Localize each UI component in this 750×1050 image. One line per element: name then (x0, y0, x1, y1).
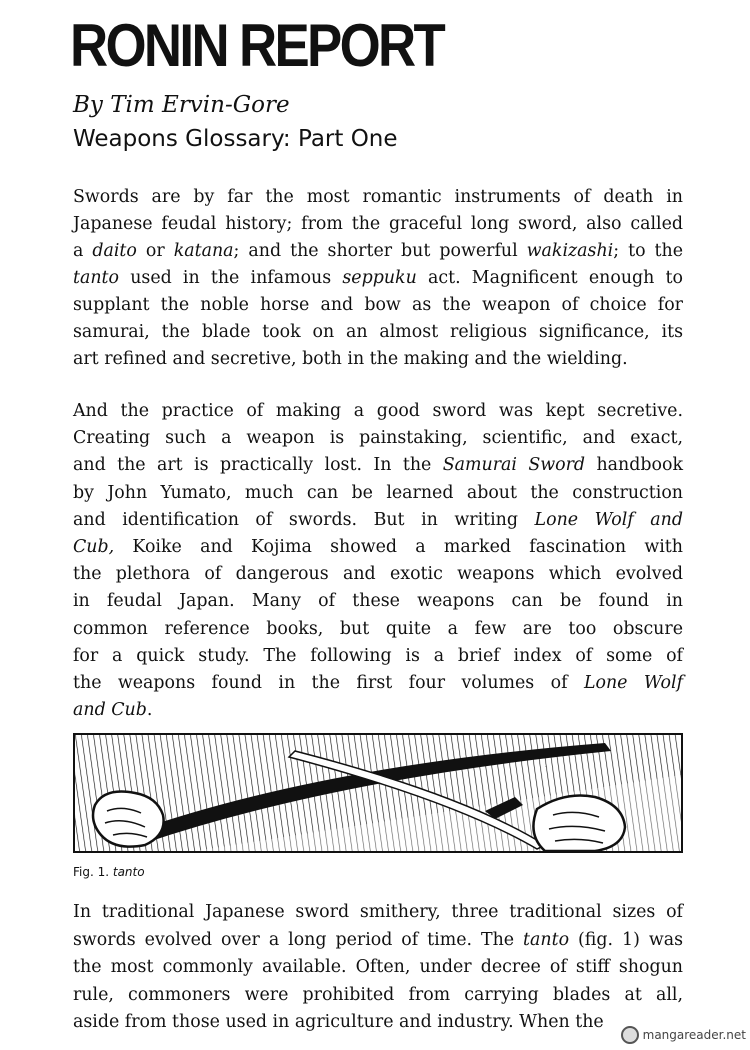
text-line (73, 292, 683, 319)
text-line (73, 265, 683, 292)
text-line (73, 616, 683, 643)
text-line (73, 1009, 683, 1037)
text-run: for a quick study. The following is a brief index of some of (73, 645, 683, 666)
italic-term: katana (173, 241, 234, 261)
text-run: rule, commoners were prohibited from carrying blades at all, (73, 984, 683, 1005)
text-run: and identification of swords. But in writing (73, 509, 535, 530)
italic-term: Cub, (73, 537, 115, 558)
watermark (621, 1026, 746, 1044)
italic-term: Lone Wolf and (534, 509, 683, 530)
text-run: Creating such a weapon is painstaking, scientific, and exact, (73, 428, 683, 449)
text-line (73, 561, 683, 588)
text-run: used in the infamous (119, 268, 343, 288)
text-run: and the art is practically lost. In the (73, 455, 443, 476)
text-run: Koike and Kojima showed a marked fascination with (114, 537, 683, 558)
italic-term: and Cub (73, 700, 147, 721)
text-line (73, 927, 683, 955)
text-run: swords evolved over a long period of time. The (73, 929, 524, 950)
text-line (73, 480, 683, 507)
text-line (73, 982, 683, 1010)
text-line (73, 697, 683, 724)
byline: By Tim Ervin-Gore (73, 92, 290, 118)
page-title: RONIN REPORT (70, 12, 444, 79)
text-run: a (73, 241, 93, 261)
text-line (73, 670, 683, 697)
text-run: the plethora of dangerous and exotic weapons which evolved (73, 564, 683, 585)
text-run: or (136, 241, 174, 261)
text-line (73, 425, 683, 452)
text-line (73, 452, 683, 479)
text-run: supplant the noble horse and bow as the weapon of choice for (73, 295, 683, 315)
italic-term: wakizashi (526, 241, 614, 261)
watermark-logo-icon (621, 1026, 639, 1044)
text-run: Japanese feudal history; from the graceful long sword, also called (73, 214, 683, 234)
tanto-drawing (75, 735, 681, 851)
text-run: ; and the shorter but powerful (233, 241, 527, 261)
text-run: in feudal Japan. Many of these weapons can be found in (73, 591, 683, 612)
italic-term: Samurai Sword (442, 455, 586, 476)
text-line (73, 319, 683, 346)
text-line (73, 899, 683, 927)
text-run: act. Magnificent enough to (416, 268, 683, 288)
text-run: In traditional Japanese sword smithery, three traditional sizes of (73, 902, 683, 922)
text-line (73, 507, 683, 534)
text-line (73, 534, 683, 561)
text-run: art refined and secretive, both in the making and the wielding. (73, 349, 628, 369)
caption-prefix: Fig. 1. (73, 865, 113, 879)
text-line (73, 588, 683, 615)
text-run: common reference books, but quite a few are too obscure (73, 618, 683, 639)
paragraph-3 (73, 899, 683, 1037)
caption-term: tanto (112, 865, 145, 879)
watermark-text: mangareader.net (642, 1028, 746, 1042)
text-run: And the practice of making a good sword was kept secretive. (73, 401, 683, 421)
text-line (73, 954, 683, 982)
text-run: Swords are by far the most romantic instruments of death in (73, 187, 683, 207)
text-run: handbook (585, 455, 683, 476)
text-run: by John Yumato, much can be learned about the construction (73, 482, 683, 503)
text-run: ; to the (613, 241, 684, 261)
text-run: the weapons found in the first four volumes of (73, 673, 584, 694)
text-line (73, 238, 683, 265)
text-run: (fig. 1) was (569, 929, 683, 950)
italic-term: Lone Wolf (583, 673, 684, 694)
paragraph-2 (73, 398, 683, 724)
text-line (73, 643, 683, 670)
text-line (73, 211, 683, 238)
text-line (73, 346, 683, 373)
text-run: the most commonly available. Often, under decree of stiff shogun (73, 957, 683, 977)
italic-term: daito (92, 241, 137, 261)
tanto-illustration (73, 733, 683, 853)
paragraph-1 (73, 184, 683, 373)
article-subtitle: Weapons Glossary: Part One (73, 126, 398, 152)
text-line (73, 184, 683, 211)
text-line (73, 398, 683, 425)
text-run: samurai, the blade took on an almost religious significance, its (73, 322, 683, 342)
italic-term: seppuku (342, 268, 417, 288)
figure-caption (73, 864, 145, 880)
italic-term: tanto (523, 929, 570, 950)
text-run: . (146, 700, 153, 721)
text-run: aside from those used in agriculture and industry. When the (73, 1012, 604, 1032)
italic-term: tanto (73, 268, 120, 288)
